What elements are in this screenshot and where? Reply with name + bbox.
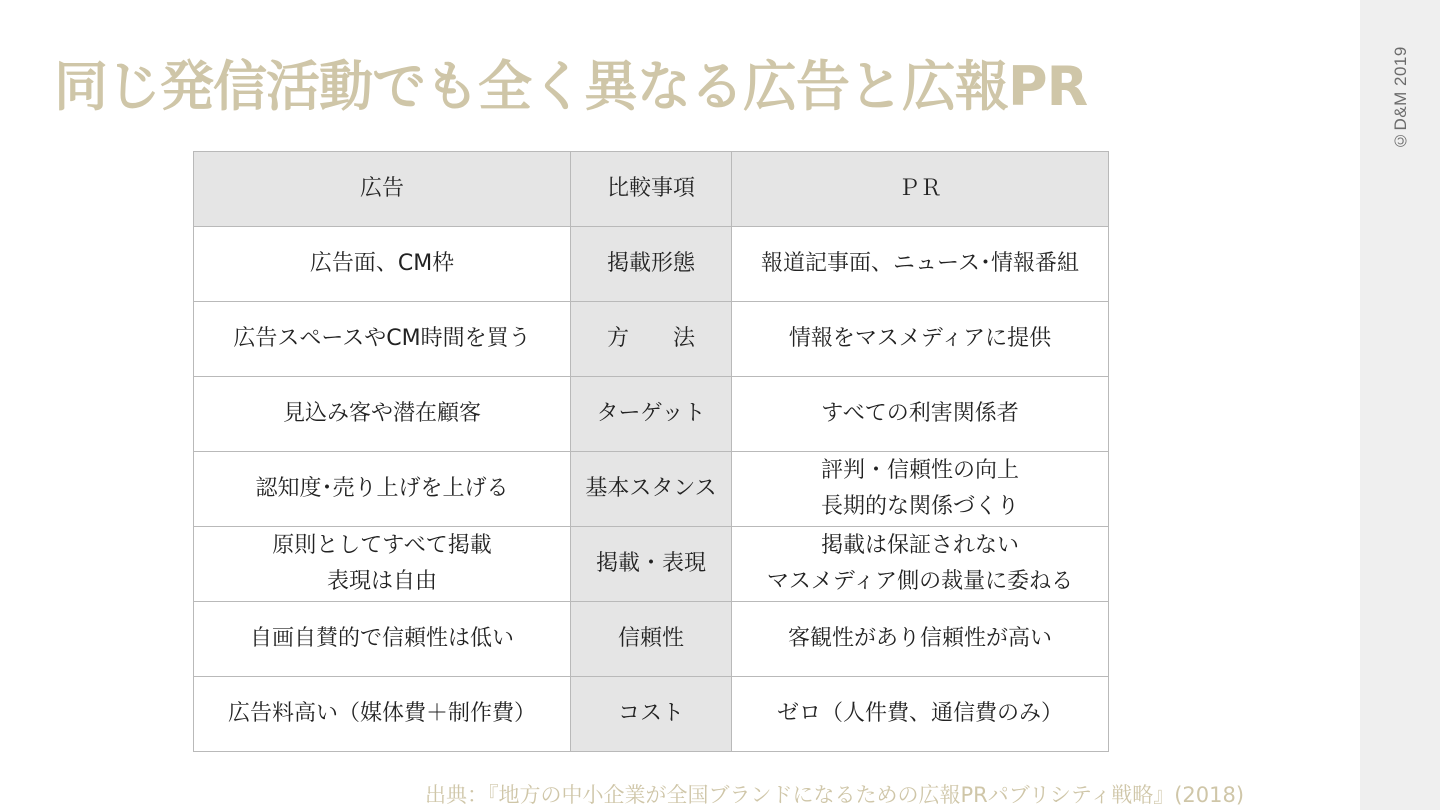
comparison-item-cell: 基本スタンス bbox=[571, 452, 732, 527]
ad-cell bbox=[194, 527, 571, 602]
pr-cell-line: ゼロ（人件費、通信費のみ） bbox=[776, 701, 1063, 726]
ad-cell bbox=[194, 302, 571, 377]
pr-cell-line: 掲載は保証されない bbox=[820, 533, 1019, 558]
pr-cell-line: 評判・信頼性の向上 bbox=[820, 458, 1019, 483]
copyright-label: ©D&M 2019 bbox=[1391, 46, 1410, 150]
pr-cell bbox=[732, 527, 1109, 602]
table-row bbox=[194, 677, 1109, 752]
ad-cell-line: 見込み客や潜在顧客 bbox=[282, 401, 481, 426]
comparison-item-cell: 信頼性 bbox=[571, 602, 732, 677]
ad-cell bbox=[194, 677, 571, 752]
header-pr: ＰＲ bbox=[732, 152, 1109, 227]
pr-cell-line: 長期的な関係づくり bbox=[820, 494, 1019, 519]
ad-cell-line: 広告面、CM枠 bbox=[309, 251, 455, 276]
slide-title: 同じ発信活動でも全く異なる広告と広報PR bbox=[54, 55, 1088, 118]
header-ad: 広告 bbox=[194, 152, 571, 227]
comparison-table bbox=[193, 151, 1109, 752]
ad-cell bbox=[194, 227, 571, 302]
pr-cell-line: 報道記事面、ニュース･情報番組 bbox=[761, 251, 1079, 276]
table-header-row bbox=[194, 152, 1109, 227]
table-row bbox=[194, 227, 1109, 302]
ad-cell-line: 広告料高い（媒体費＋制作費） bbox=[227, 701, 536, 726]
comparison-item-cell: 方 法 bbox=[571, 302, 732, 377]
comparison-item-cell: ターゲット bbox=[571, 377, 732, 452]
ad-cell-line: 広告スペースやCM時間を買う bbox=[233, 326, 531, 351]
pr-cell bbox=[732, 677, 1109, 752]
table-row bbox=[194, 527, 1109, 602]
ad-cell-line: 認知度･売り上げを上げる bbox=[255, 476, 509, 501]
table-row bbox=[194, 602, 1109, 677]
pr-cell-line: 情報をマスメディアに提供 bbox=[788, 326, 1052, 351]
ad-cell bbox=[194, 602, 571, 677]
ad-cell bbox=[194, 452, 571, 527]
pr-cell bbox=[732, 302, 1109, 377]
ad-cell-line: 表現は自由 bbox=[326, 569, 437, 594]
pr-cell bbox=[732, 452, 1109, 527]
table-row bbox=[194, 452, 1109, 527]
pr-cell-line: 客観性があり信頼性が高い bbox=[787, 626, 1052, 651]
pr-cell-line: すべての利害関係者 bbox=[821, 401, 1019, 426]
source-citation: 出典：『地方の中小企業が全国ブランドになるための広報PRパブリシティ戦略』(2018) bbox=[425, 783, 1245, 807]
ad-cell-line: 原則としてすべて掲載 bbox=[272, 533, 492, 558]
table-row bbox=[194, 377, 1109, 452]
ad-cell bbox=[194, 377, 571, 452]
ad-cell-line: 自画自賛的で信頼性は低い bbox=[249, 626, 514, 651]
pr-cell bbox=[732, 377, 1109, 452]
header-comparison-item: 比較事項 bbox=[571, 152, 732, 227]
pr-cell bbox=[732, 227, 1109, 302]
comparison-item-cell: 掲載形態 bbox=[571, 227, 732, 302]
comparison-item-cell: 掲載・表現 bbox=[571, 527, 732, 602]
comparison-item-cell: コスト bbox=[571, 677, 732, 752]
table-row bbox=[194, 302, 1109, 377]
pr-cell-line: マスメディア側の裁量に委ねる bbox=[766, 569, 1074, 594]
pr-cell bbox=[732, 602, 1109, 677]
